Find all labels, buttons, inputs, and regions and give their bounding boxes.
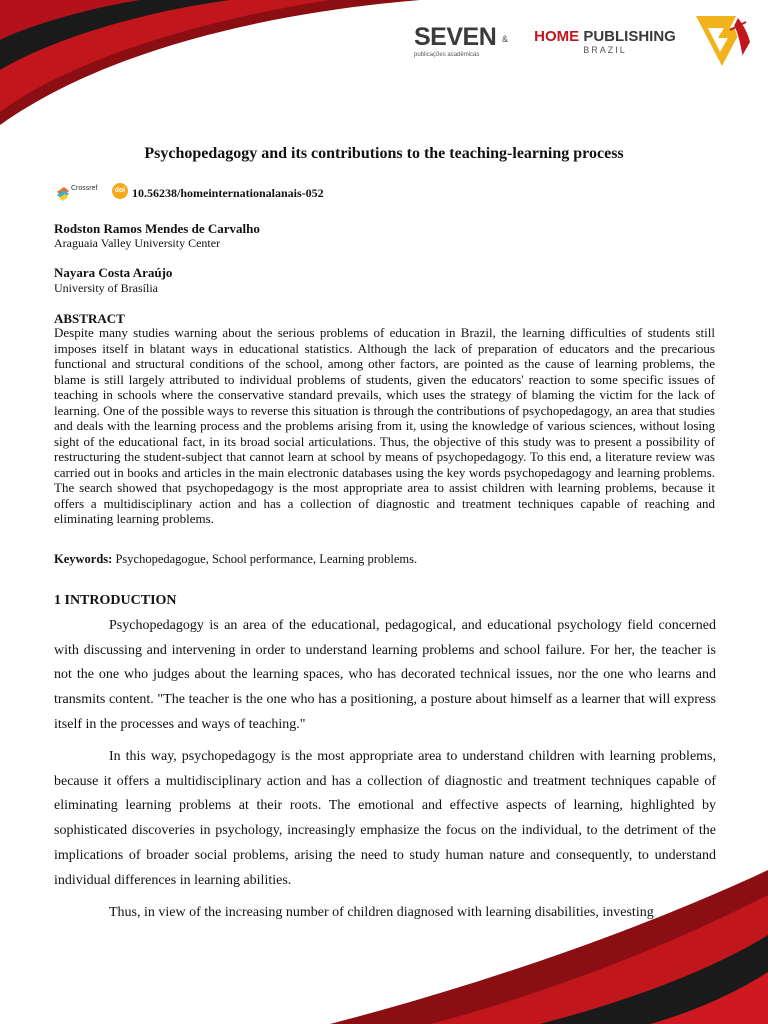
keywords-label: Keywords: (54, 552, 113, 566)
abstract-text: Despite many studies warning about the serious problems of education in Brazil, the learning difficulties of students still imposes itself in blatant ways in educational statistics. Although the lack of preparation of educators and the precarious functional and structural conditions of the school, among other factors, are pointed as the cause of learning problems, the blame is still largely attributed to individual problems of students, given the educators' reaction to some specific issues of teaching in schools where the conservative standard prevails, which uses the strategy of blaming the victim for the lack of learning. One of the possible ways to reverse this situation is through the contributions of psychopedagogy, an area that studies and deals with the learning process and the problems arising from it, using the knowledge of various sciences, without losing sight of the educational fact, in its broad social articulations. Thus, the objective of this study was to present a possibility of restructuring the student-subject that cannot learn at school by means of psychopedagogy. To this end, a literature review was carried out in books and articles in the main electronic databases using the key words psychopedagogy and learning problems. The search showed that psychopedagogy is the most appropriate area to assist children with learning problems, because it offers a multidisciplinary action and has a collection of diagnostic and treatment techniques capable of reaching and eliminating learning problems. (54, 325, 715, 526)
body-paragraph: Psychopedagogy is an area of the educational, pedagogical, and educational psychology field concerned with discussing and intervening in order to understand learning problems and school failure. For her, the teacher is not the one who judges about the learning spaces, who has decorated technical issues, nor the one who learns and transmits content. "The teacher is the one who has a positioning, a posture about himself as a learner that will express itself in the processes and ways of teaching." (54, 618, 716, 732)
abstract-heading: ABSTRACT (54, 311, 125, 326)
doi-row (56, 183, 456, 205)
publishing-logo-text: PUBLISHING (583, 28, 676, 45)
keywords-list: Psychopedagogue, School performance, Learning problems. (112, 552, 418, 566)
home-logo-text: HOME (534, 28, 580, 45)
doi-icon: doi (112, 183, 128, 199)
g-book-logo-icon (694, 12, 752, 68)
crossref-label: Crossref (71, 185, 98, 192)
doi-link[interactable]: 10.56238/homeinternationalanais-052 (132, 186, 324, 200)
author-name: Nayara Costa Araújo (54, 265, 173, 280)
home-logo-subtitle: BRAZIL (583, 45, 627, 55)
keywords (54, 552, 417, 567)
home-publishing-logo (530, 28, 680, 55)
seven-logo-subtitle: publicações acadêmicas (414, 52, 480, 58)
author-affiliation: Araguaia Valley University Center (54, 236, 221, 250)
author-affiliation: University of Brasília (54, 281, 158, 295)
paper-title: Psychopedagogy and its contributions to the teaching-learning process (144, 145, 624, 162)
seven-logo-text: SEVEN (414, 23, 497, 51)
logo-ampersand: & (502, 34, 509, 44)
seven-logo (414, 23, 497, 60)
body-paragraph: Thus, in view of the increasing number of children diagnosed with learning disabilities, investing (109, 905, 654, 920)
author-name: Rodston Ramos Mendes de Carvalho (54, 221, 260, 236)
body-paragraph: In this way, psychopedagogy is the most appropriate area to understand children with learning problems, because it offers a multidisciplinary action and has a collection of diagnostic and treatment techniques capable of eliminating learning problems at their roots. The emotional and effective aspects of learning, highlighted by sophisticated discoveries in psychology, increasingly emphasize the focus on the individual, to the detriment of the implications of broader social problems, arising the need to study human nature and consequently, to understand individual differences in learning abilities. (54, 749, 716, 888)
section-heading-introduction: 1 INTRODUCTION (54, 593, 177, 608)
